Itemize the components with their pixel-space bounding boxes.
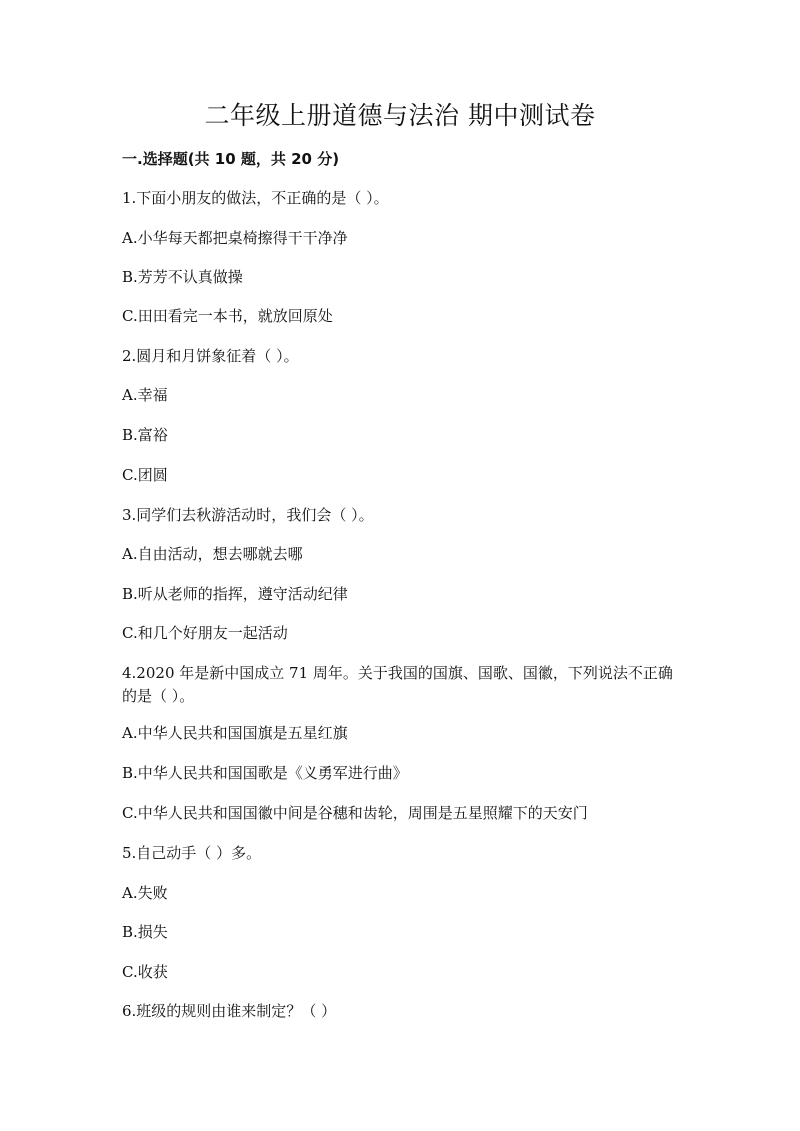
question-3-option-c[interactable]: C.和几个好朋友一起活动 [122, 624, 288, 642]
question-1-option-c[interactable]: C.田田看完一本书，就放回原处 [122, 307, 333, 325]
question-3-option-a[interactable]: A.自由活动，想去哪就去哪 [122, 545, 303, 563]
question-5-stem: 5.自己动手（ ）多。 [122, 844, 262, 862]
question-3-option-b[interactable]: B.听从老师的指挥，遵守活动纪律 [122, 585, 348, 603]
question-5-option-c[interactable]: C.收获 [122, 963, 168, 981]
question-4-stem: 4.2020 年是新中国成立 71 周年。关于我国的国旗、国歌、国徽，下列说法不正确的是（ ）。 [122, 664, 673, 705]
page-title: 二年级上册道德与法治 期中测试卷 [204, 101, 596, 130]
question-5-option-b[interactable]: B.损失 [122, 923, 168, 941]
question-6-stem: 6.班级的规则由谁来制定？（ ） [122, 1002, 337, 1020]
question-2-option-c[interactable]: C.团圆 [122, 466, 168, 484]
question-2-option-b[interactable]: B.富裕 [122, 426, 168, 444]
question-2-option-a[interactable]: A.幸福 [122, 386, 168, 404]
question-3-stem: 3.同学们去秋游活动时，我们会（ ）。 [122, 506, 374, 524]
question-5-option-a[interactable]: A.失败 [122, 884, 168, 902]
question-1-option-a[interactable]: A.小华每天都把桌椅擦得干干净净 [122, 229, 348, 247]
question-1-option-b[interactable]: B.芳芳不认真做操 [122, 268, 243, 286]
question-4-option-b[interactable]: B.中华人民共和国国歌是《义勇军进行曲》 [122, 764, 408, 782]
question-1-stem: 1.下面小朋友的做法，不正确的是（ ）。 [122, 189, 389, 207]
question-4-option-c[interactable]: C.中华人民共和国国徽中间是谷穗和齿轮，周围是五星照耀下的天安门 [122, 804, 588, 822]
section-heading: 一.选择题(共 10 题，共 20 分) [122, 150, 340, 168]
question-4-option-a[interactable]: A.中华人民共和国国旗是五星红旗 [122, 724, 348, 742]
question-2-stem: 2.圆月和月饼象征着（ ）。 [122, 347, 299, 365]
